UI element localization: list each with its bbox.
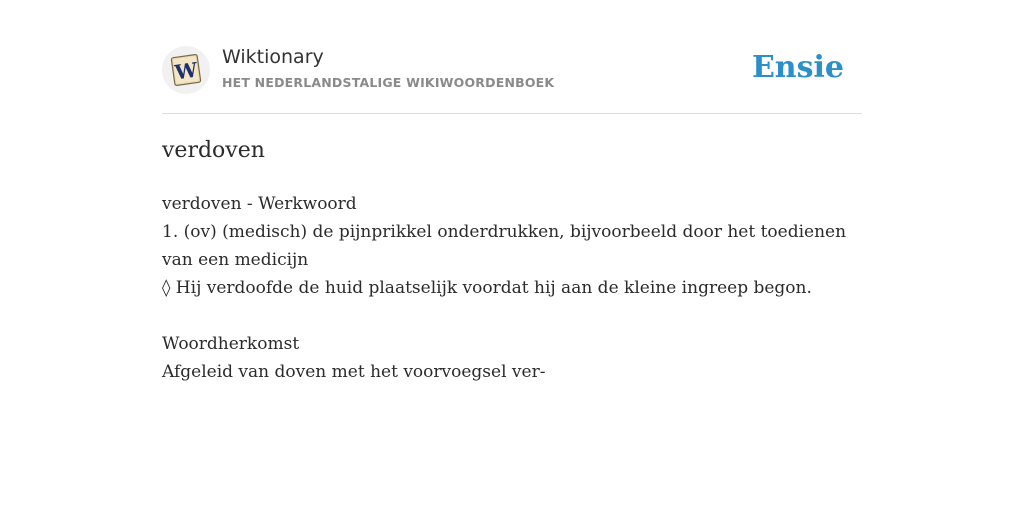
ensie-brand-link[interactable]: Ensie	[751, 50, 844, 85]
site-name[interactable]: Wiktionary	[222, 46, 324, 68]
page-container	[162, 0, 862, 512]
etymology-heading: Woordherkomst	[162, 334, 300, 354]
entry-heading: verdoven - Werkwoord	[162, 194, 357, 214]
spacer	[162, 302, 862, 330]
wiktionary-logo-icon[interactable]	[162, 46, 210, 94]
page-title: verdoven	[162, 138, 265, 163]
etymology-text: Afgeleid van doven met het voorvoegsel ver-	[162, 362, 546, 382]
svg-text:W: W	[173, 57, 199, 85]
example-sentence: ◊ Hij verdoofde de huid plaatselijk voordat hij aan de kleine ingreep begon.	[162, 278, 812, 298]
header-divider	[162, 113, 862, 114]
definition-line-1: 1. (ov) (medisch) de pijnprikkel onderdrukken, bijvoorbeeld door het toedienen	[162, 222, 847, 242]
entry-body	[162, 190, 862, 386]
site-tagline: HET NEDERLANDSTALIGE WIKIWOORDENBOEK	[222, 75, 555, 90]
site-header	[162, 44, 862, 96]
definition-line-2: van een medicijn	[162, 250, 309, 270]
